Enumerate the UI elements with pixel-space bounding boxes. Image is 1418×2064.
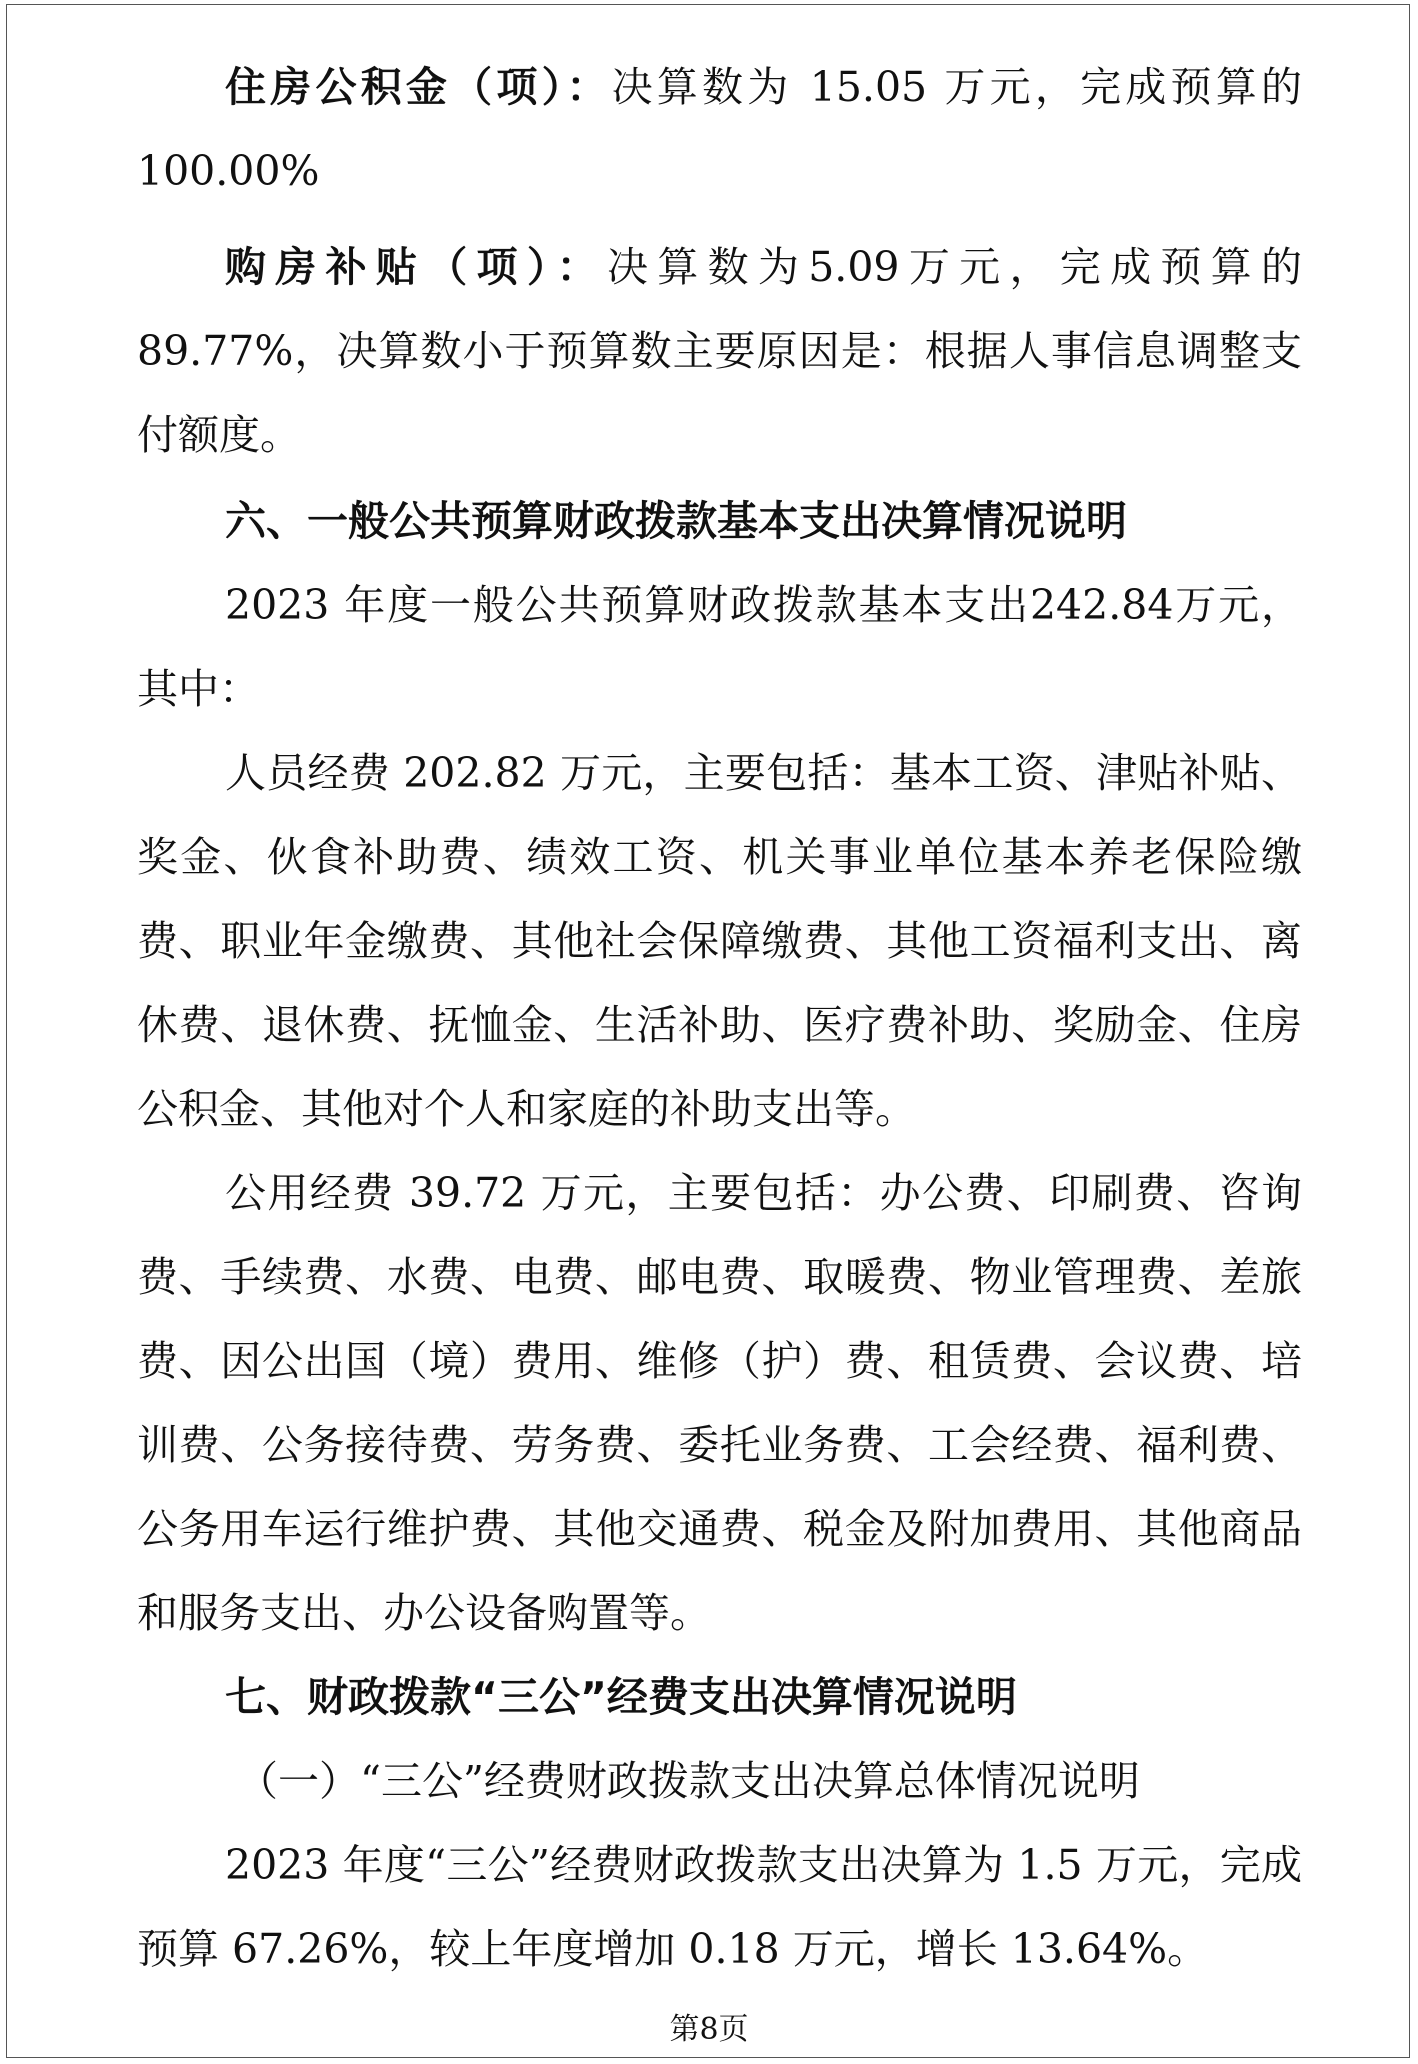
section6-public: 公用经费 39.72 万元，主要包括：办公费、印刷费、咨询费、手续费、水费、电费、邮电费、取暖费、物业管理费、差旅费、因公出国（境）费用、维修（护）费、租赁费、会议费、培训费、公务接待费、劳务费、委托业务费、工会经费、福利费、公务用车运行维护费、其他交通费、税金及附加费用、其他商品和服务支出、办公设备购置等。: [137, 1169, 1303, 1637]
section6-personnel: 人员经费 202.82 万元，主要包括：基本工资、津贴补贴、奖金、伙食补助费、绩效工资、机关事业单位基本养老保险缴费、职业年金缴费、其他社会保障缴费、其他工资福利支出、离休费、退休费、抚恤金、生活补助、医疗费补助、奖励金、住房公积金、其他对个人和家庭的补助支出等。: [137, 749, 1302, 1133]
housing-subsidy-label: 购房补贴（项）：: [225, 243, 607, 291]
housing-fund-paragraph: [137, 45, 1302, 213]
document-body: [137, 45, 1302, 1991]
housing-fund-text: 决算数为 15.05 万元，完成预算的100.00%: [137, 63, 1302, 195]
section7-text: 2023 年度“三公”经费财政拨款支出决算为 1.5 万元，完成预算 67.26%，较上年度增加 0.18 万元，增长 13.64%。: [137, 1841, 1302, 1973]
housing-fund-label: 住房公积金（项）：: [225, 63, 612, 111]
section7-subheading: （一）“三公”经费财政拨款支出决算总体情况说明: [237, 1757, 1140, 1805]
section6-heading: 六、一般公共预算财政拨款基本支出决算情况说明: [225, 497, 1127, 545]
document-page: [6, 4, 1410, 2058]
housing-subsidy-text: 决算数为5.09万元，完成预算的89.77%，决算数小于预算数主要原因是：根据人事信息调整支付额度。: [137, 243, 1302, 459]
section6-intro: 2023 年度一般公共预算财政拨款基本支出242.84万元，其中：: [137, 581, 1302, 713]
section7-heading: 七、财政拨款“三公”经费支出决算情况说明: [225, 1673, 1017, 1721]
page-number: 第8页: [669, 2012, 749, 2047]
housing-subsidy-paragraph: [137, 225, 1302, 477]
